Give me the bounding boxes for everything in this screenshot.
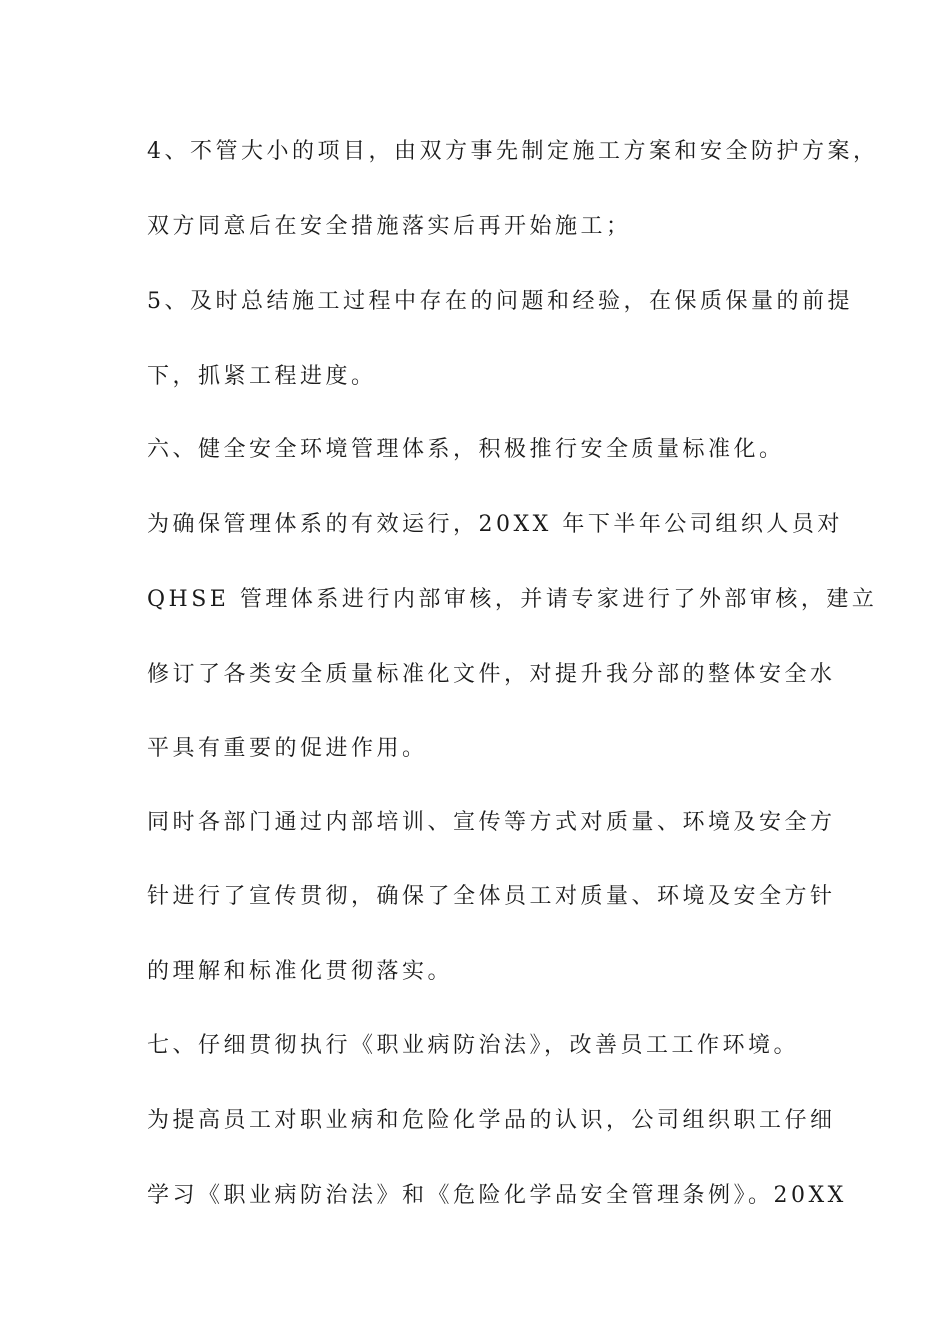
text-line: 为确保管理体系的有效运行，20XX 年下半年公司组织人员对 — [147, 512, 843, 537]
text-line: 平具有重要的促进作用。 — [147, 736, 428, 761]
text-line: 为提高员工对职业病和危险化学品的认识，公司组织职工仔细 — [147, 1108, 836, 1133]
text-line: 4、不管大小的项目，由双方事先制定施工方案和安全防护方案， — [147, 139, 879, 164]
text-line: 学习《职业病防治法》和《危险化学品安全管理条例》。20XX — [147, 1183, 847, 1208]
text-line: QHSE 管理体系进行内部审核，并请专家进行了外部审核，建立 — [147, 587, 878, 612]
text-line: 下，抓紧工程进度。 — [147, 364, 377, 389]
section-heading: 六、健全安全环境管理体系，积极推行安全质量标准化。 — [147, 437, 785, 462]
text-line: 针进行了宣传贯彻，确保了全体员工对质量、环境及安全方针 — [147, 884, 836, 909]
text-line: 5、及时总结施工过程中存在的问题和经验，在保质保量的前提 — [147, 289, 853, 314]
text-line: 同时各部门通过内部培训、宣传等方式对质量、环境及安全方 — [147, 810, 836, 835]
text-line: 的理解和标准化贯彻落实。 — [147, 959, 454, 984]
text-line: 修订了各类安全质量标准化文件，对提升我分部的整体安全水 — [147, 662, 836, 687]
text-line: 双方同意后在安全措施落实后再开始施工； — [147, 214, 632, 239]
section-heading: 七、仔细贯彻执行《职业病防治法》，改善员工工作环境。 — [147, 1033, 800, 1058]
